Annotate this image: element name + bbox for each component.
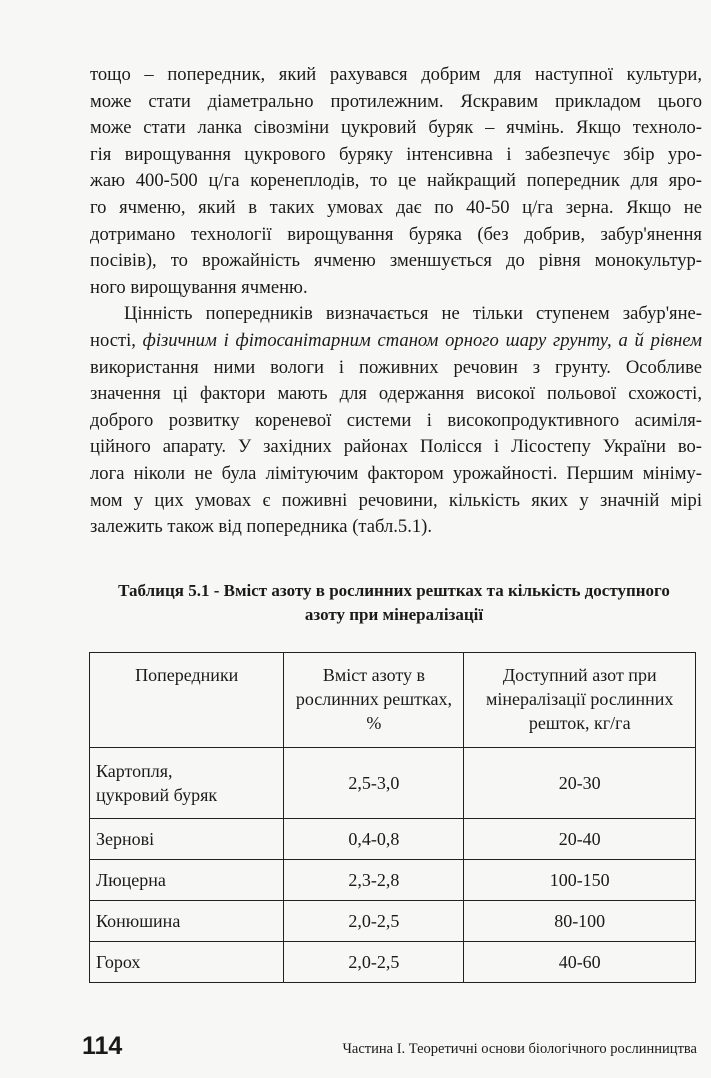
text-line: використання ними вологи і поживних речовин з грунту. Особливе: [90, 356, 702, 378]
text-line: значення ці фактори мають для одержання високої польової схожості,: [90, 383, 702, 405]
text-run: ності,: [90, 329, 143, 351]
table-row: [90, 901, 696, 942]
caption-line: азоту при мінералізації: [304, 605, 484, 624]
cell-available: 40-60: [464, 942, 696, 983]
text-line: ного вирощування ячменю.: [90, 276, 308, 298]
paragraph-1: [90, 62, 702, 301]
text-line: посівів), то врожайність ячменю зменшується до рівня монокультур-: [90, 250, 702, 272]
table-header-row: [90, 653, 696, 748]
table-container: [89, 652, 696, 983]
cell-predecessor: Люцерна: [90, 860, 284, 901]
text-line: доброго розвитку кореневої системи і високопродуктивного асиміля-: [90, 409, 702, 431]
cell-available: 20-40: [464, 819, 696, 860]
text-line: залежить також від попередника (табл.5.1).: [90, 516, 432, 538]
cell-text-line: цукровий буряк: [96, 785, 218, 805]
running-footer-title: [342, 1041, 697, 1058]
caption-line: Таблиця 5.1 - Вміст азоту в рослинних рештках та кількість доступного: [118, 581, 670, 600]
table-caption: [88, 579, 700, 627]
table-row: [90, 860, 696, 901]
text-line: тощо – попередник, який рахувався добрим для наступної культури,: [90, 64, 702, 85]
table-row: [90, 748, 696, 819]
cell-predecessor: [90, 748, 284, 819]
header-predecessors: Попередники: [90, 653, 284, 748]
text-line: ційного апарату. У західних районах Полісся і Лісостепу України во-: [90, 436, 702, 458]
cell-nitrogen: 2,3-2,8: [284, 860, 464, 901]
cell-nitrogen: 2,0-2,5: [284, 901, 464, 942]
paragraph-2: [90, 301, 702, 540]
text-line: лога ніколи не була лімітуючим фактором урожайності. Першим мініму-: [90, 462, 702, 484]
page-number: 114: [82, 1032, 123, 1060]
text-line: жаю 400-500 ц/га коренеплодів, то це найкращий попередник для яро-: [90, 170, 702, 192]
italic-text-run: фізичним і фітосанітарним станом орного шару грунту, а й рівнем: [142, 329, 702, 351]
text-line: гія вирощування цукрового буряку інтенсивна і забезпечує збір уро-: [90, 143, 702, 165]
cell-text-line: Картопля,: [96, 761, 173, 781]
running-title-text: Частина I. Теоретичні основи біологічного рослинництва: [342, 1041, 697, 1057]
text-line: Цінність попередників визначається не тільки ступенем забур'яне-: [124, 303, 702, 325]
cell-predecessor: Горох: [90, 942, 284, 983]
header-available-nitrogen: Доступний азот при мінералізації рослинних решток, кг/га: [464, 653, 696, 748]
cell-available: 80-100: [464, 901, 696, 942]
cell-predecessor: Зернові: [90, 819, 284, 860]
cell-nitrogen: 2,0-2,5: [284, 942, 464, 983]
text-line-mixed: [90, 328, 702, 355]
text-line: може стати ланка сівозміни цукровий буряк – ячмінь. Якщо техноло-: [90, 117, 702, 139]
cell-nitrogen: 0,4-0,8: [284, 819, 464, 860]
text-line: го ячменю, який в таких умовах дає по 40-50 ц/га зерна. Якщо не: [90, 196, 702, 218]
cell-nitrogen: 2,5-3,0: [284, 748, 464, 819]
nitrogen-table: [89, 652, 696, 983]
cell-predecessor: Конюшина: [90, 901, 284, 942]
text-line: дотримано технології вирощування буряка (без добрив, забур'янення: [90, 223, 702, 245]
cell-available: 100-150: [464, 860, 696, 901]
cell-available: 20-30: [464, 748, 696, 819]
text-line: мом у цих умовах є поживні речовини, кількість яких у значній мірі: [90, 489, 702, 511]
text-line: може стати діаметрально протилежним. Яскравим прикладом цього: [90, 90, 702, 112]
header-nitrogen-content: Вміст азоту в рослинних рештках, %: [284, 653, 464, 748]
table-row: [90, 942, 696, 983]
table-row: [90, 819, 696, 860]
body-text: [90, 62, 702, 541]
